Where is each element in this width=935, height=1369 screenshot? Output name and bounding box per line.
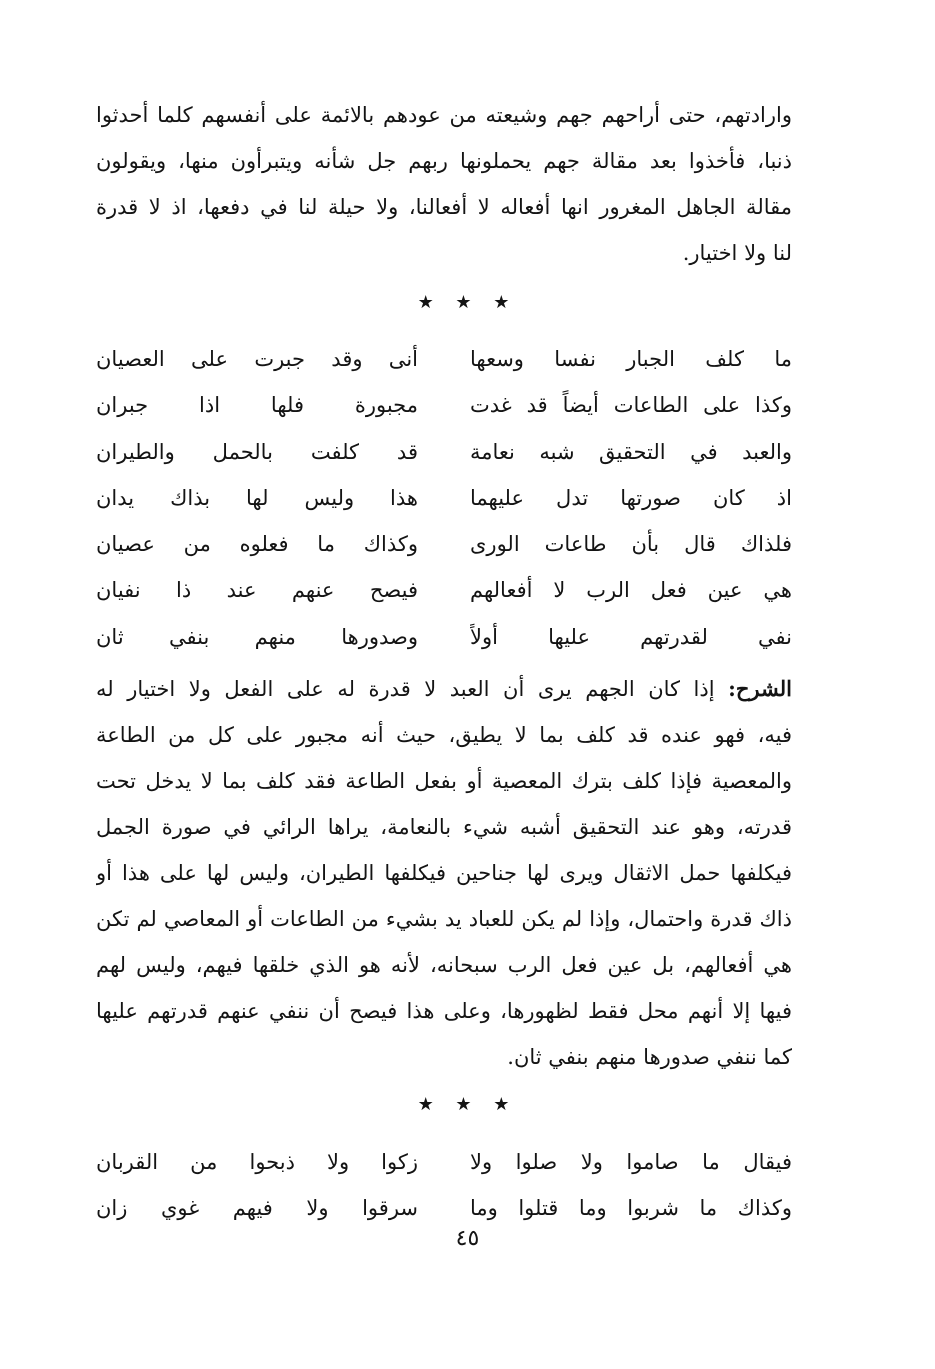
verse-first-hemistich: فلذاك قال بأن طاعات الورى	[470, 532, 792, 557]
verse-line	[96, 1185, 792, 1231]
verse-line	[96, 336, 792, 382]
verse-line	[96, 475, 792, 521]
commentary-label: الشرح:	[728, 676, 792, 701]
poem-block	[96, 336, 792, 660]
verse-first-hemistich: وكذا على الطاعات أيضاً قد غدت	[470, 393, 792, 418]
verse-second-hemistich: أنى وقد جبرت على العصيان	[96, 347, 418, 371]
verse-first-hemistich: اذ كان صورتها تدل عليهما	[470, 485, 792, 510]
commentary-line: كما ننفي صدورها منهم بنفي ثان.	[507, 1045, 792, 1069]
verse-line	[96, 382, 792, 428]
verse-line	[96, 567, 792, 613]
verse-first-hemistich: نفي لقدرتهم عليها أولاً	[470, 624, 792, 649]
verse-second-hemistich: سرقوا ولا فيهم غوي زان	[96, 1196, 418, 1221]
verse-second-hemistich: وكذاك ما فعلوه من عصيان	[96, 532, 418, 557]
commentary-first-line	[96, 666, 792, 712]
section-separator: ★ ★ ★	[417, 292, 518, 313]
poem-block	[96, 1139, 792, 1232]
verse-line	[96, 521, 792, 567]
commentary-line: هي أفعالهم، بل عين فعل الرب سبحانه، لأنه هو الذي خلقها فيهم، وليس لهم	[96, 953, 792, 977]
commentary-line: فيه، فهو عنده قد كلف بما لا يطيق، حيث أنه مجبور على كل من الطاعة	[96, 723, 792, 747]
section-separator: ★ ★ ★	[417, 1094, 518, 1115]
commentary-line: ذاك قدرة واحتمال، وإذا لم يكن للعباد يد بشيء من الطاعات أو المعاصي لم تكن	[96, 907, 792, 931]
commentary-line: والمعصية فإذا كلف بترك المعصية أو بفعل الطاعة فقد كلف بما لا يدخل تحت	[96, 769, 792, 793]
verse-line	[96, 429, 792, 475]
page-number: ٤٥	[455, 1226, 480, 1251]
commentary-line: قدرته، وهو عند التحقيق أشبه شيء بالنعامة، يراها الرائي في صورة الجمل	[96, 815, 792, 839]
paragraph-line: وارادتهم، حتى أراحهم جهم وشيعته من عودهم بالائمة على أنفسهم كلما أحدثوا	[96, 103, 792, 127]
verse-first-hemistich: ما كلف الجبار نفسا وسعها	[470, 347, 792, 371]
paragraph-line: مقالة الجاهل المغرور انها أفعاله لا أفعالنا، ولا حيلة لنا في دفعها، اذ لا قدرة	[96, 195, 792, 219]
verse-second-hemistich: فيصح عنهم عند ذا نفيان	[96, 578, 418, 603]
verse-line	[96, 614, 792, 660]
commentary-line-text: إذا كان الجهم يرى أن العبد لا قدرة له على الفعل ولا اختيار له	[96, 677, 715, 701]
commentary-line: فيها إلا أنهم محل فقط لظهورها، وعلى هذا فيصح أن ننفي عنهم قدرتهم عليها	[96, 999, 792, 1023]
verse-first-hemistich: وكذاك ما شربوا وما قتلوا وما	[470, 1196, 792, 1221]
paragraph-line: ذنبا، فأخذوا بعد مقالة جهم يحملونها ربهم جل شأنه ويتبرأون منها، ويقولون	[96, 149, 792, 173]
verse-second-hemistich: هذا وليس لها بذاك يدان	[96, 485, 418, 510]
verse-second-hemistich: مجبورة فلها اذا جبران	[96, 393, 418, 418]
verse-first-hemistich: فيقال ما صاموا ولا صلوا ولا	[470, 1150, 792, 1174]
commentary-line: فيكلفها حمل الاثقال ويرى لها جناحين فيكلفها الطيران، وليس لها على هذا أو	[96, 861, 792, 885]
verse-first-hemistich: والعبد في التحقيق شبه نعامة	[470, 439, 792, 464]
verse-second-hemistich: قد كلفت بالحمل والطيران	[96, 439, 418, 464]
opening-paragraph	[96, 92, 792, 276]
verse-second-hemistich: زكوا ولا ذبحوا من القربان	[96, 1150, 418, 1174]
commentary-paragraph	[96, 666, 792, 1080]
paragraph-line: لنا ولا اختيار.	[682, 241, 792, 265]
verse-second-hemistich: وصدورها منهم بنفي ثان	[96, 624, 418, 649]
verse-first-hemistich: هي عين فعل الرب لا أفعالهم	[470, 578, 792, 603]
verse-line	[96, 1139, 792, 1185]
